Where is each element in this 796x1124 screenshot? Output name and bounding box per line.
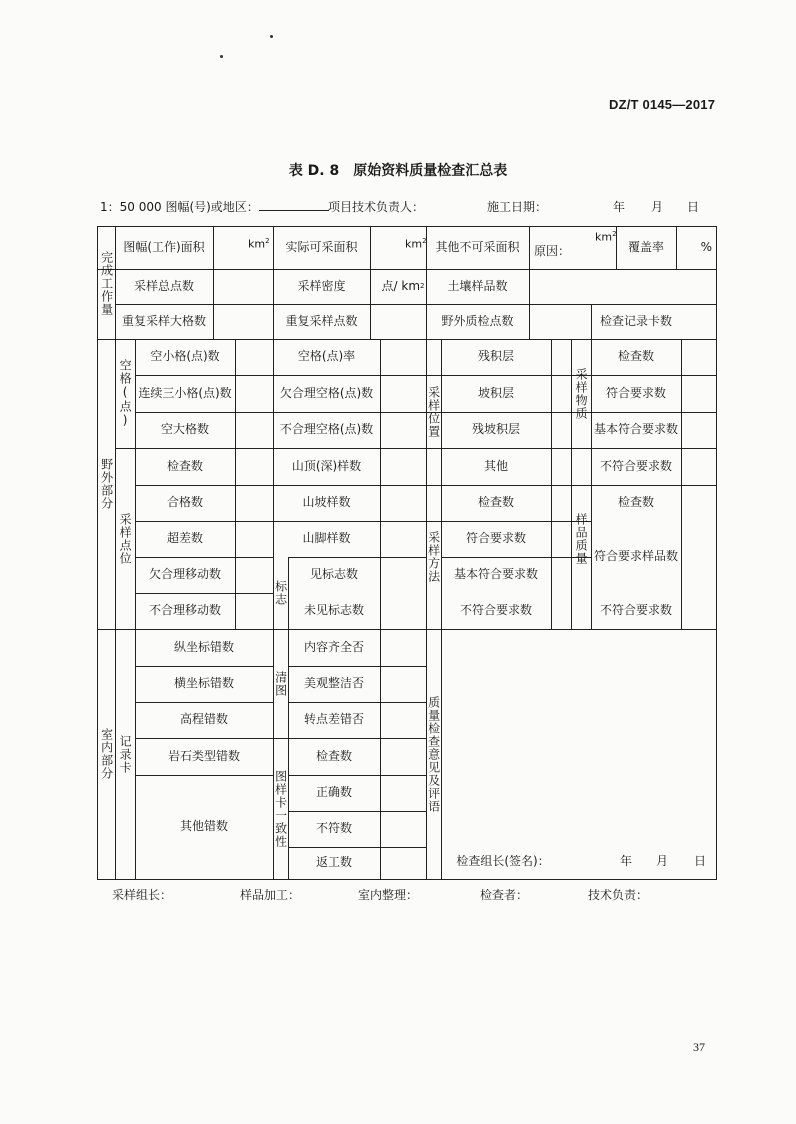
coverage-label: 覆盖率: [627, 240, 664, 255]
empty-rate-label: 空格(点)率: [297, 349, 356, 364]
slope-samples-label: 山坡样数: [302, 495, 351, 510]
page-number: 37: [693, 1040, 705, 1054]
other-position-label: 其他: [483, 458, 508, 473]
rock-error-label: 岩石类型错数: [167, 748, 240, 763]
year-label: 年: [613, 200, 626, 214]
map-area-label: 图幅(工作)面积: [123, 240, 205, 255]
indoor-arrangement-label: 室内整理：: [358, 888, 419, 902]
point-checked-label: 检查数: [166, 458, 203, 473]
checker-label: 检查者：: [480, 888, 529, 902]
slope-layer-label: 坡积层: [477, 385, 514, 400]
continuous-three-label: 连续三小格(点)数: [138, 385, 232, 400]
map-area-unit: $km^2$: [248, 237, 270, 251]
consistency-checked-label: 检查数: [315, 748, 352, 763]
other-error-label: 其他错数: [179, 819, 228, 834]
table-title: 表 D. 8 原始资料质量检查汇总表: [288, 163, 508, 179]
scan-speck: [220, 55, 223, 58]
other-area-label: 其他不可采面积: [435, 240, 520, 255]
opinion-group-label: 质量检查意见及评语: [426, 695, 441, 813]
exceeded-label: 超差数: [166, 531, 203, 546]
scale-area-blank[interactable]: [259, 198, 329, 211]
construction-date-label: 施工日期：: [487, 200, 548, 214]
owe-move-label: 欠合理移动数: [148, 567, 221, 582]
residual-label: 残积层: [477, 349, 514, 364]
quality-checked-label: 检查数: [617, 495, 654, 510]
card-group-label: 记录卡: [118, 734, 133, 774]
actual-area-label: 实际可采面积: [285, 240, 358, 255]
form-header: [100, 198, 700, 216]
tech-leader-label: 技术负责：: [588, 888, 649, 902]
hilltop-label: 山顶(深)样数: [291, 458, 362, 473]
repeat-points-label: 重复采样点数: [285, 313, 358, 328]
method-not-label: 不符合要求数: [459, 603, 532, 618]
reason-label: 原因：: [534, 244, 571, 259]
scale-area-label: 1：50 000 图幅(号)或地区：: [100, 200, 259, 214]
opinion-day-label: 日: [693, 854, 706, 869]
consistency-group-label: 图样卡一致性: [273, 769, 288, 848]
coverage-percent: %: [700, 240, 712, 255]
day-label: 日: [687, 200, 700, 214]
correct-label: 正确数: [315, 785, 352, 800]
quality-not-label: 不符合要求数: [599, 603, 672, 618]
col-divider: [213, 227, 214, 339]
sample-processing-label: 样品加工：: [240, 888, 301, 902]
foot-samples-label: 山脚样数: [302, 531, 351, 546]
indoor-section-label: 室内部分: [99, 728, 114, 780]
summary-table: [97, 226, 717, 880]
grid-group-label: 空格(点): [118, 359, 133, 428]
total-points-label: 采样总点数: [133, 278, 194, 293]
standard-code: DZ/T 0145—2017: [609, 97, 716, 112]
density-label: 采样密度: [297, 278, 346, 293]
month-label: 月: [651, 200, 664, 214]
soil-samples-label: 土壤样品数: [447, 278, 508, 293]
material-meets-label: 符合要求数: [605, 385, 666, 400]
owe-empty-label: 欠合理空格(点)数: [279, 385, 374, 400]
qualified-label: 合格数: [166, 495, 203, 510]
invisible-marks-label: 未见标志数: [303, 603, 364, 618]
repeat-cells-label: 重复采样大格数: [121, 313, 206, 328]
turn-points-label: 转点差错否: [303, 712, 364, 727]
col-divider: [380, 557, 381, 629]
density-unit: 点/ km 2: [381, 278, 425, 293]
scan-speck: [270, 35, 273, 38]
col-divider: [551, 339, 552, 629]
elev-error-label: 高程错数: [179, 712, 228, 727]
mismatch-label: 不符数: [315, 821, 352, 836]
material-checked-label: 检查数: [617, 349, 654, 364]
opinion-year-label: 年: [619, 854, 632, 869]
point-group-label: 采样点位: [118, 512, 133, 565]
empty-large-label: 空大格数: [160, 422, 209, 437]
col-divider: [380, 629, 381, 879]
drawing-group-label: 清图: [273, 670, 288, 697]
col-divider: [370, 227, 371, 339]
visible-marks-label: 见标志数: [309, 567, 358, 582]
material-not-label: 不符合要求数: [599, 458, 672, 473]
team-leader-label: 检查组长(签名)：: [456, 854, 550, 869]
col-divider: [681, 339, 682, 629]
neat-label: 美观整洁否: [303, 676, 364, 691]
project-leader-label: 项目技术负责人：: [328, 200, 425, 214]
actual-area-unit: $km^2$: [405, 237, 427, 251]
x-error-label: 横坐标错数: [173, 676, 234, 691]
quality-group-label: 样品质量: [574, 513, 589, 565]
method-basic-label: 基本符合要求数: [453, 567, 538, 582]
method-checked-label: 检查数: [477, 495, 514, 510]
method-group-label: 采样方法: [426, 531, 441, 583]
col-divider: [380, 339, 381, 557]
quality-meets-label: 符合要求样品数: [593, 549, 678, 564]
other-area-unit: $km^2$: [595, 230, 617, 244]
signature-footer: [100, 886, 700, 904]
y-error-label: 纵坐标错数: [173, 639, 234, 654]
field-qc-label: 野外质检点数: [441, 313, 514, 328]
empty-small-label: 空小格(点)数: [150, 349, 220, 364]
completion-section-label: 完成工作量: [99, 250, 114, 316]
material-group-label: 采样物质: [574, 367, 589, 420]
method-meets-label: 符合要求数: [465, 531, 526, 546]
bad-move-label: 不合理移动数: [148, 603, 221, 618]
rework-label: 返工数: [315, 855, 352, 870]
content-label: 内容齐全否: [303, 639, 364, 654]
field-section-label: 野外部分: [99, 458, 114, 510]
mark-group-label: 标志: [273, 580, 288, 606]
position-group-label: 采样位置: [426, 385, 441, 438]
opinion-area[interactable]: [441, 629, 716, 859]
bad-empty-label: 不合理空格(点)数: [279, 422, 374, 437]
sampling-leader-label: 采样组长：: [112, 888, 173, 902]
opinion-month-label: 月: [655, 854, 668, 869]
record-cards-label: 检查记录卡数: [599, 313, 672, 328]
residual-slope-label: 残坡积层: [471, 422, 520, 437]
material-basic-label: 基本符合要求数: [593, 422, 678, 437]
col-divider: [235, 339, 236, 629]
